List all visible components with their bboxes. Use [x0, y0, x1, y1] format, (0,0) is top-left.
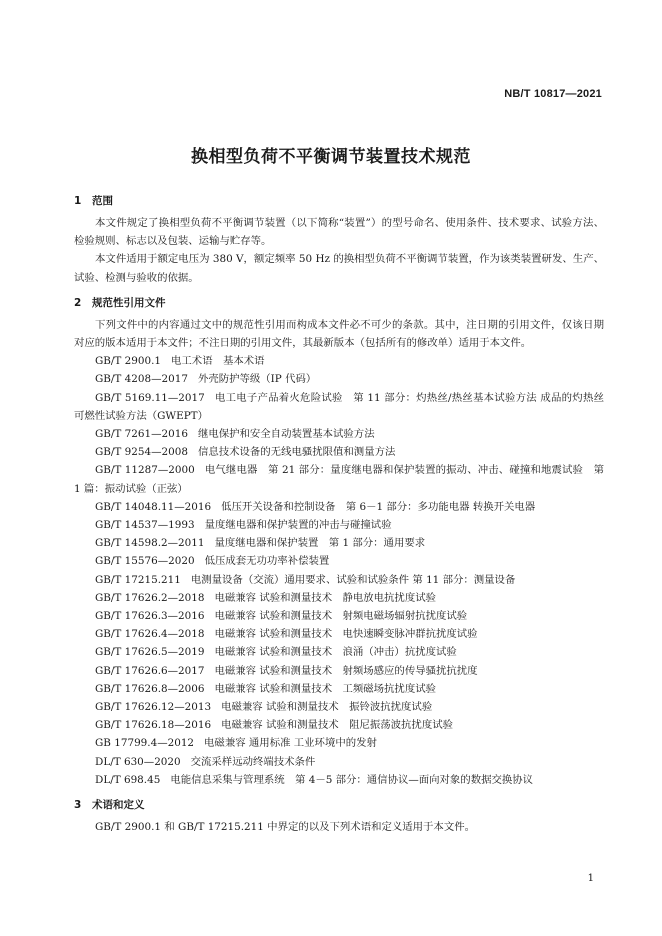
reference-title: 电工术语 基本术语 [171, 355, 265, 368]
section-number: 2 [74, 296, 82, 309]
list-item [74, 370, 604, 388]
list-item [74, 389, 604, 425]
reference-code: GB/T 17626.4—2018 [95, 628, 205, 641]
reference-code: GB/T 15576—2020 [95, 555, 195, 568]
list-item [74, 680, 604, 698]
reference-title: 低压成套无功功率补偿装置 [204, 555, 330, 568]
reference-title: 量度继电器和保护装置的冲击与碰撞试验 [204, 519, 392, 532]
reference-title: 外壳防护等级（IP 代码） [197, 373, 317, 386]
document-title: 换相型负荷不平衡调节装置技术规范 [191, 147, 471, 167]
standard-code: NB/T 10817—2021 [504, 88, 602, 100]
reference-title: 信息技术设备的无线电骚扰限值和测量方法 [197, 446, 396, 459]
reference-title: 量度继电器和保护装置 第 1 部分：通用要求 [214, 537, 426, 550]
reference-title: 电能信息采集与管理系统 第 4－5 部分：通信协议—面向对象的数据交换协议 [170, 773, 534, 786]
reference-code: GB/T 9254—2008 [95, 446, 188, 459]
reference-code: GB/T 4208—2017 [95, 373, 188, 386]
reference-title: 电测量设备（交流）通用要求、试验和试验条件 第 11 部分：测量设备 [190, 573, 516, 586]
reference-code: GB/T 14598.2—2011 [95, 537, 205, 550]
reference-title: 电磁兼容 试验和测量技术 电快速瞬变脉冲群抗扰度试验 [214, 628, 478, 641]
reference-code: GB/T 17626.3—2016 [95, 610, 205, 623]
reference-code: GB/T 7261—2016 [95, 428, 188, 441]
reference-title: 电磁兼容 试验和测量技术 振铃波抗扰度试验 [221, 701, 433, 714]
reference-code: GB 17799.4—2012 [95, 737, 195, 750]
section-number: 3 [74, 799, 82, 812]
section-1-heading [74, 192, 604, 210]
list-item [74, 516, 604, 534]
reference-title: 电磁兼容 试验和测量技术 浪涌（冲击）抗扰度试验 [214, 646, 457, 659]
list-item [74, 425, 604, 443]
list-item [74, 625, 604, 643]
list-item [74, 771, 604, 789]
paragraph: GB/T 2900.1 和 GB/T 17215.211 中界定的以及下列术语和定义适用于本文件。 [95, 821, 475, 834]
reference-title: 电磁兼容 通用标准 工业环境中的发射 [204, 737, 377, 750]
reference-code: GB/T 17626.12—2013 [95, 701, 212, 714]
reference-code: GB/T 14537—1993 [95, 519, 195, 532]
page-number: 1 [587, 873, 594, 884]
list-item [74, 607, 604, 625]
reference-code: GB/T 17626.2—2018 [95, 591, 205, 604]
paragraph: 本文件适用于额定电压为 380 V，额定频率 50 Hz 的换相型负荷不平衡调节装置，作为该类装置研发、生产、试验、检测与验收的依据。 [74, 253, 604, 284]
reference-code: GB/T 17215.211 [95, 573, 181, 586]
reference-title: 电磁兼容 试验和测量技术 阻尼振荡波抗扰度试验 [221, 719, 453, 732]
list-item [74, 534, 604, 552]
paragraph: 下列文件中的内容通过文中的规范性引用而构成本文件必不可少的条款。其中，注日期的引用文件，仅该日期对应的版本适用于本文件；不注日期的引用文件，其最新版本（包括所有的修改单）适用于本文件。 [74, 318, 604, 350]
reference-list [74, 352, 604, 789]
reference-title: 电磁兼容 试验和测量技术 静电放电抗扰度试验 [214, 591, 436, 604]
reference-code: GB/T 17626.18—2016 [95, 719, 212, 732]
reference-title: 低压开关设备和控制设备 第 6－1 部分：多功能电器 转换开关电器 [221, 500, 536, 513]
reference-title: 电磁兼容 试验和测量技术 射频电磁场辐射抗扰度试验 [214, 610, 468, 623]
list-item [74, 753, 604, 771]
reference-code: GB/T 2900.1 [95, 355, 162, 368]
reference-code: DL/T 698.45 [95, 773, 161, 786]
section-2-heading [74, 294, 604, 312]
reference-title: 交流采样远动终端技术条件 [190, 755, 316, 768]
reference-code: GB/T 17626.6—2017 [95, 664, 205, 677]
reference-title: 电磁兼容 试验和测量技术 射频场感应的传导骚扰抗扰度 [214, 664, 478, 677]
reference-code: GB/T 17626.5—2019 [95, 646, 205, 659]
section-title: 术语和定义 [92, 799, 145, 812]
document-body [74, 192, 604, 836]
list-item [74, 571, 604, 589]
list-item [74, 662, 604, 680]
list-item [74, 734, 604, 752]
reference-title: 继电保护和安全自动装置基本试验方法 [197, 428, 375, 441]
section-title: 规范性引用文件 [92, 296, 166, 309]
list-item [74, 589, 604, 607]
section-number: 1 [74, 195, 82, 207]
reference-code: DL/T 630—2020 [95, 755, 181, 768]
list-item [74, 352, 604, 370]
list-item [74, 443, 604, 461]
reference-code: GB/T 11287—2000 [95, 464, 195, 477]
reference-title: 电磁兼容 试验和测量技术 工频磁场抗扰度试验 [214, 682, 436, 695]
section-title: 范围 [92, 195, 113, 207]
reference-code: GB/T 5169.11—2017 [95, 391, 205, 404]
list-item [74, 698, 604, 716]
list-item [74, 643, 604, 661]
list-item [74, 552, 604, 570]
reference-code: GB/T 14048.11—2016 [95, 500, 212, 513]
list-item [74, 461, 604, 497]
list-item [74, 716, 604, 734]
list-item [74, 498, 604, 516]
section-3-heading [74, 796, 604, 814]
reference-code: GB/T 17626.8—2006 [95, 682, 205, 695]
reference-title: 电气继电器 第 21 部分：量度继电器和保护装置的振动、冲击、碰撞和地震试验 第 1 篇：振动试验（正弦） [74, 464, 604, 495]
reference-title: 电工电子产品着火危险试验 第 11 部分：灼热丝/热丝基本试验方法 成品的灼热丝可燃性试验方法（GWEPT） [74, 391, 604, 422]
paragraph: 本文件规定了换相型负荷不平衡调节装置（以下简称“装置”）的型号命名、使用条件、技术要求、试验方法、检验规则、标志以及包装、运输与贮存等。 [74, 217, 604, 248]
